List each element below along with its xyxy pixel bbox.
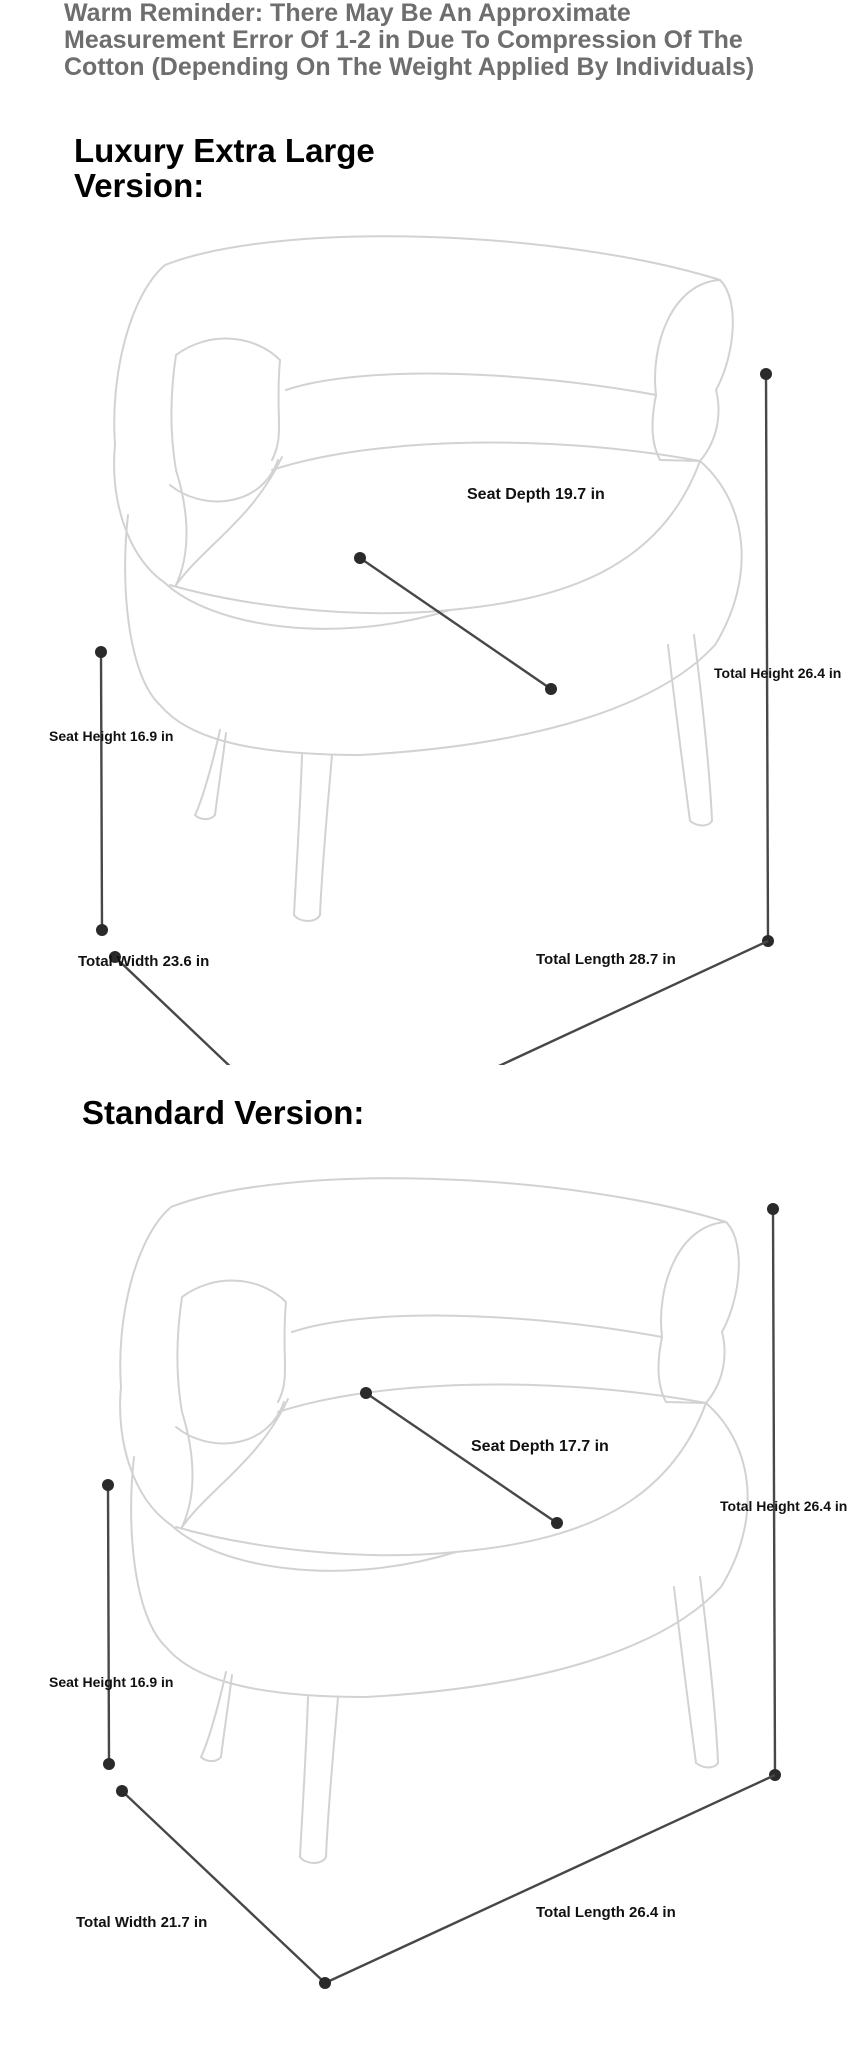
total-height-label: Total Height 26.4 in xyxy=(720,1498,848,1514)
seat-height-label: Seat Height 16.9 in xyxy=(49,1674,174,1690)
seat-depth-label: Seat Depth 19.7 in xyxy=(467,486,605,503)
total-height-top-dot xyxy=(760,368,772,380)
standard-version-section xyxy=(0,1065,856,2048)
total-width-label: Total Width 21.7 in xyxy=(76,1914,208,1931)
seat-height-label: Seat Height 16.9 in xyxy=(49,728,174,744)
luxury-chair-diagram xyxy=(0,115,856,1065)
total-height-label: Total Height 26.4 in xyxy=(714,665,842,681)
measurement-reminder: Warm Reminder: There May Be An Approximate Measurement Error Of 1-2 in Due To Compression Of The Cotton (Depending On The Weight Applied By Individuals) xyxy=(64,0,755,81)
total-length-label: Total Length 28.7 in xyxy=(536,951,676,968)
seat-height-bottom-dot xyxy=(103,1758,115,1770)
standard-version-title: Standard Version: xyxy=(82,1094,365,1131)
chair-outline xyxy=(120,1178,748,1863)
total-width-start-dot xyxy=(116,1785,128,1797)
total-height-top-dot xyxy=(767,1203,779,1215)
seat-height-top-dot xyxy=(95,646,107,658)
luxury-version-section xyxy=(0,115,856,1065)
total-length-corner-dot xyxy=(319,1977,331,1989)
standard-chair-diagram xyxy=(0,1065,856,2048)
seat-depth-end-dot xyxy=(545,683,557,695)
seat-height-top-dot xyxy=(102,1479,114,1491)
seat-height-bottom-dot xyxy=(96,924,108,936)
seat-depth-end-dot xyxy=(551,1517,563,1529)
seat-depth-start-dot xyxy=(354,552,366,564)
seat-depth-start-dot xyxy=(360,1387,372,1399)
luxury-version-title: Luxury Extra Large Version: xyxy=(74,132,375,204)
chair-outline xyxy=(114,236,742,921)
total-length-label: Total Length 26.4 in xyxy=(536,1904,676,1921)
seat-depth-label: Seat Depth 17.7 in xyxy=(471,1438,609,1455)
total-width-label: Total Width 23.6 in xyxy=(78,953,210,970)
